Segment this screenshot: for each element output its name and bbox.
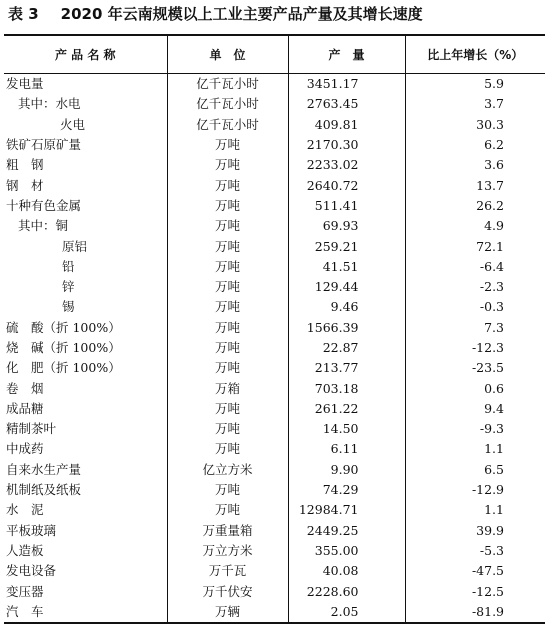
output-cell: 2170.30: [288, 135, 405, 155]
header-output: 产 量: [288, 35, 405, 74]
production-table: [4, 34, 545, 624]
product-name-cell: 化 肥（折 100%）: [6, 360, 121, 376]
output-cell: 69.93: [288, 216, 405, 236]
product-name-cell: 锡: [62, 299, 75, 315]
output-cell: 259.21: [288, 236, 405, 256]
growth-cell: -23.5: [405, 358, 545, 378]
output-cell: 12984.71: [288, 500, 405, 520]
output-cell: 41.51: [288, 257, 405, 277]
growth-cell: -47.5: [405, 561, 545, 581]
unit-cell: 万箱: [167, 378, 288, 398]
unit-cell: 亿千瓦小时: [167, 115, 288, 135]
growth-cell: 7.3: [405, 318, 545, 338]
product-name-cell: 精制茶叶: [6, 421, 57, 437]
header-unit: 单 位: [167, 35, 288, 74]
product-name-cell: 中成药: [6, 441, 44, 457]
output-cell: 74.29: [288, 480, 405, 500]
unit-cell: 万吨: [167, 257, 288, 277]
output-cell: 129.44: [288, 277, 405, 297]
unit-cell: 万吨: [167, 155, 288, 175]
growth-cell: 39.9: [405, 521, 545, 541]
table-number: 表 3: [8, 5, 39, 23]
table-row: [4, 561, 545, 581]
growth-cell: -12.3: [405, 338, 545, 358]
unit-cell: 万吨: [167, 399, 288, 419]
growth-cell: -2.3: [405, 277, 545, 297]
table-row: [4, 94, 545, 114]
unit-cell: 万吨: [167, 419, 288, 439]
product-name-cell: 水 泥: [6, 502, 44, 518]
unit-cell: 万重量箱: [167, 521, 288, 541]
growth-cell: 4.9: [405, 216, 545, 236]
product-name-cell: 变压器: [6, 583, 44, 599]
unit-cell: 万吨: [167, 135, 288, 155]
growth-cell: 72.1: [405, 236, 545, 256]
unit-cell: 万吨: [167, 338, 288, 358]
product-name-cell: 成品糖: [6, 400, 44, 416]
unit-cell: 万吨: [167, 277, 288, 297]
table-row: [4, 277, 545, 297]
table-row: [4, 135, 545, 155]
product-name-cell: 钢 材: [6, 177, 44, 193]
table-row: [4, 358, 545, 378]
growth-cell: 1.1: [405, 439, 545, 459]
growth-cell: 13.7: [405, 175, 545, 195]
product-name-cell: 卷 烟: [6, 380, 44, 396]
table-row: [4, 541, 545, 561]
product-name-cell: 硫 酸（折 100%）: [6, 319, 121, 335]
product-name-cell: 汽 车: [6, 603, 44, 619]
unit-cell: 万千瓦: [167, 561, 288, 581]
header-product-name: 产 品 名 称: [4, 35, 167, 74]
output-cell: 2763.45: [288, 94, 405, 114]
output-cell: 3451.17: [288, 74, 405, 95]
output-cell: 9.90: [288, 460, 405, 480]
output-cell: 2640.72: [288, 175, 405, 195]
output-cell: 2.05: [288, 602, 405, 623]
table-body: [4, 74, 545, 624]
output-cell: 2233.02: [288, 155, 405, 175]
table-row: [4, 196, 545, 216]
product-name-cell: 铅: [62, 258, 75, 274]
unit-cell: 万吨: [167, 318, 288, 338]
product-name-cell: 锌: [62, 279, 75, 295]
growth-cell: -6.4: [405, 257, 545, 277]
output-cell: 40.08: [288, 561, 405, 581]
growth-cell: 9.4: [405, 399, 545, 419]
growth-cell: 3.7: [405, 94, 545, 114]
output-cell: 6.11: [288, 439, 405, 459]
unit-cell: 万吨: [167, 358, 288, 378]
table-row: [4, 419, 545, 439]
growth-cell: -5.3: [405, 541, 545, 561]
table-row: [4, 236, 545, 256]
product-name-cell: 粗 钢: [6, 157, 44, 173]
output-cell: 213.77: [288, 358, 405, 378]
output-cell: 9.46: [288, 297, 405, 317]
output-cell: 261.22: [288, 399, 405, 419]
product-name-cell: 原铝: [62, 238, 88, 254]
unit-cell: 万吨: [167, 236, 288, 256]
table-row: [4, 216, 545, 236]
growth-cell: 0.6: [405, 378, 545, 398]
table-row: [4, 175, 545, 195]
table-row: [4, 74, 545, 95]
table-row: [4, 318, 545, 338]
growth-cell: -9.3: [405, 419, 545, 439]
unit-cell: 亿千瓦小时: [167, 74, 288, 95]
unit-cell: 亿千瓦小时: [167, 94, 288, 114]
table-title-text: 2020 年云南规模以上工业主要产品产量及其增长速度: [60, 5, 423, 23]
growth-cell: 26.2: [405, 196, 545, 216]
table-row: [4, 439, 545, 459]
unit-cell: 万吨: [167, 480, 288, 500]
table-row: [4, 460, 545, 480]
output-cell: 2449.25: [288, 521, 405, 541]
product-name-cell: 发电设备: [6, 563, 57, 579]
product-name-cell: 铁矿石原矿量: [6, 137, 82, 153]
unit-cell: 万立方米: [167, 541, 288, 561]
table-row: [4, 602, 545, 623]
table-row: [4, 399, 545, 419]
table-row: [4, 115, 545, 135]
output-cell: 2228.60: [288, 581, 405, 601]
table-header: [4, 35, 545, 74]
output-cell: 14.50: [288, 419, 405, 439]
product-name-cell: 自来水生产量: [6, 461, 82, 477]
growth-cell: 1.1: [405, 500, 545, 520]
growth-cell: -12.9: [405, 480, 545, 500]
growth-cell: 5.9: [405, 74, 545, 95]
growth-cell: -12.5: [405, 581, 545, 601]
table-row: [4, 521, 545, 541]
table-row: [4, 480, 545, 500]
header-row: [4, 35, 545, 74]
product-name-cell: 发电量: [6, 76, 44, 92]
product-name-cell: 其中：铜: [18, 218, 69, 234]
product-name-cell: 人造板: [6, 542, 44, 558]
growth-cell: 6.5: [405, 460, 545, 480]
output-cell: 22.87: [288, 338, 405, 358]
output-cell: 703.18: [288, 378, 405, 398]
product-name-cell: 烧 碱（折 100%）: [6, 340, 121, 355]
unit-cell: 万辆: [167, 602, 288, 623]
unit-cell: 万吨: [167, 175, 288, 195]
growth-cell: -0.3: [405, 297, 545, 317]
unit-cell: 万吨: [167, 216, 288, 236]
header-growth: 比上年增长（%）: [405, 35, 545, 74]
table-row: [4, 581, 545, 601]
unit-cell: 万吨: [167, 500, 288, 520]
table-row: [4, 155, 545, 175]
product-name-cell: 火电: [60, 116, 86, 132]
table-title: [0, 0, 549, 28]
unit-cell: 万吨: [167, 439, 288, 459]
table-row: [4, 378, 545, 398]
table-row: [4, 338, 545, 358]
growth-cell: 30.3: [405, 115, 545, 135]
product-name-cell: 机制纸及纸板: [6, 482, 82, 498]
growth-cell: 6.2: [405, 135, 545, 155]
unit-cell: 万吨: [167, 196, 288, 216]
unit-cell: 万千伏安: [167, 581, 288, 601]
output-cell: 355.00: [288, 541, 405, 561]
unit-cell: 亿立方米: [167, 460, 288, 480]
output-cell: 511.41: [288, 196, 405, 216]
output-cell: 409.81: [288, 115, 405, 135]
product-name-cell: 其中：水电: [18, 96, 81, 112]
table-row: [4, 297, 545, 317]
unit-cell: 万吨: [167, 297, 288, 317]
table-row: [4, 257, 545, 277]
table-row: [4, 500, 545, 520]
product-name-cell: 平板玻璃: [6, 522, 57, 538]
growth-cell: -81.9: [405, 602, 545, 623]
product-name-cell: 十种有色金属: [6, 197, 82, 213]
growth-cell: 3.6: [405, 155, 545, 175]
output-cell: 1566.39: [288, 318, 405, 338]
